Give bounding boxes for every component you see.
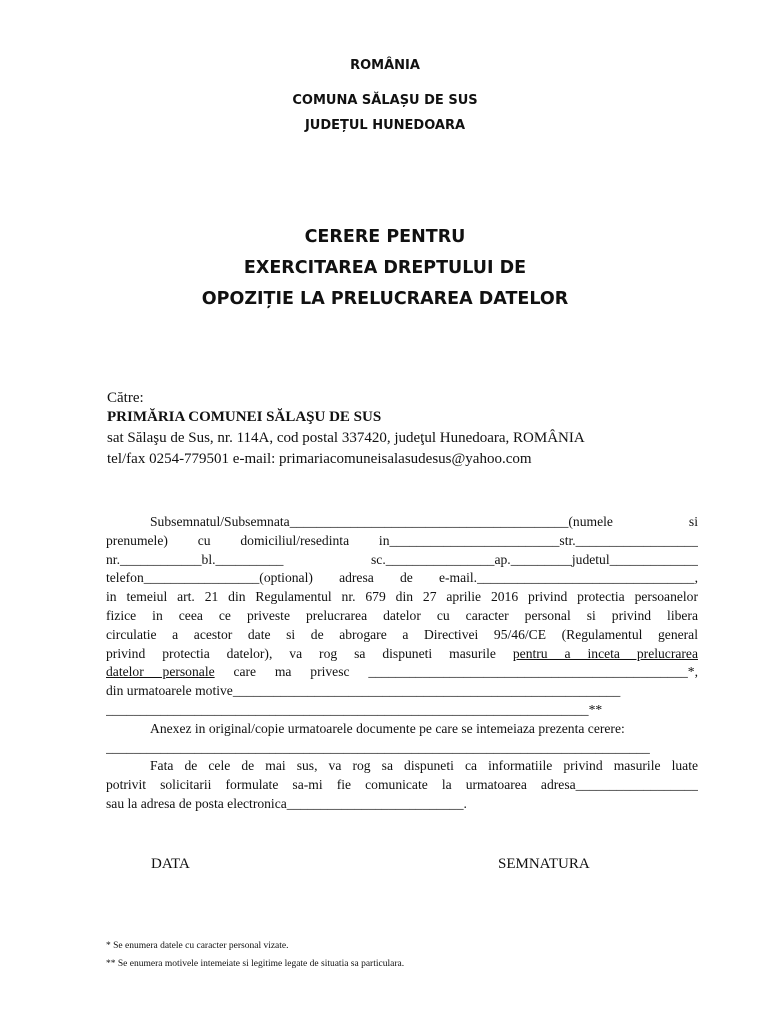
form-line-8: privind protectia datelor), va rog sa dispuneti masurile pentru a inceta prelucrarea xyxy=(106,645,698,661)
form-line-4 xyxy=(106,569,698,588)
header-commune: COMUNA SĂLAȘU DE SUS xyxy=(292,93,478,108)
recipient-address: sat Sălaşu de Sus, nr. 114A, cod postal 337420, judeţul Hunedoara, ROMÂNIA xyxy=(107,430,585,446)
field-reasons-blank[interactable]: _________________________________________________________ xyxy=(232,683,621,699)
date-label: DATA xyxy=(151,856,190,872)
title-line-2: EXERCITAREA DREPTULUI DE xyxy=(243,258,527,278)
form-line-15[interactable]: potrivit solicitarii formulate sa-mi fie comunicate la urmatoarea adresa__________________ xyxy=(106,777,698,793)
field-number-blank[interactable]: nr.____________bl.__________ xyxy=(106,551,284,567)
field-data-blank[interactable]: _______________________________________________*, xyxy=(368,664,698,680)
form-line-14: Fata de cele de mai sus, va rog sa dispuneti ca informatiile privind masurile luate xyxy=(150,758,698,774)
underlined-request: pentru a inceta prelucrarea xyxy=(512,645,698,661)
request-form-body xyxy=(106,513,698,814)
title-line-1: CERERE PENTRU xyxy=(304,227,466,247)
form-line-12: Anexez in original/copie urmatoarele documente pe care se intemeiaza prezenta cerere: xyxy=(150,720,625,736)
field-county-blank[interactable]: sc.________________ap._________judetul_____________ xyxy=(371,551,698,567)
recipient-contact: tel/fax 0254-779501 e-mail: primariacomuneisalasudesus@yahoo.com xyxy=(107,451,532,467)
form-line-10: din urmatoarele motive_________________________________________________________ xyxy=(106,683,621,699)
form-line-9: datelor personale care ma privesc _______________________________________________*, xyxy=(106,664,698,680)
recipient-to-label: Către: xyxy=(107,390,144,406)
label-subsemnatul: Subsemnatul/Subsemnata xyxy=(150,514,290,529)
form-line-5: in temeiul art. 21 din Regulamentul nr. 679 din 27 aprilie 2016 privind protectia persoanelor xyxy=(106,589,698,605)
form-line-6: fizice in ceea ce priveste prelucrarea datelor cu caracter personal si privind libera xyxy=(106,607,698,623)
field-address-blank[interactable]: in_________________________str.__________________ xyxy=(378,532,698,548)
header-country: ROMÂNIA xyxy=(350,58,420,73)
field-name-blank[interactable]: _________________________________________ xyxy=(289,514,569,529)
footnote-1: * Se enumera datele cu caracter personal vizate. xyxy=(106,941,289,951)
signature-label: SEMNATURA xyxy=(498,856,590,872)
field-email-blank[interactable]: adresa de e-mail.________________________________, xyxy=(339,570,698,586)
title-line-3: OPOZIȚIE LA PRELUCRAREA DATELOR xyxy=(201,289,569,309)
field-phone-blank[interactable]: telefon_________________(optional) xyxy=(106,570,313,586)
form-line-16[interactable]: sau la adresa de posta electronica__________________________. xyxy=(106,795,467,811)
form-line-13[interactable]: ________________________________________________________________________________ xyxy=(106,739,650,755)
form-line-7: circulatie a acestor date si de abrogare a Directivei 95/46/CE (Regulamentul general xyxy=(106,626,698,642)
underlined-personal-data: datelor personale xyxy=(106,664,215,680)
header-county: JUDEȚUL HUNEDOARA xyxy=(304,118,466,133)
footnote-2: ** Se enumera motivele intemeiate si legitime legate de situatia sa particulara. xyxy=(106,959,405,969)
recipient-name: PRIMĂRIA COMUNEI SĂLAŞU DE SUS xyxy=(107,409,382,425)
form-line-1: Subsemnatul/Subsemnata_________________________________________(numele si xyxy=(150,514,698,529)
form-line-2: prenumele) cu domiciliul/resedinta in_________________________str.__________________ xyxy=(106,532,698,548)
form-line-3 xyxy=(106,551,698,570)
form-line-11[interactable]: _______________________________________________________________________** xyxy=(106,701,603,717)
